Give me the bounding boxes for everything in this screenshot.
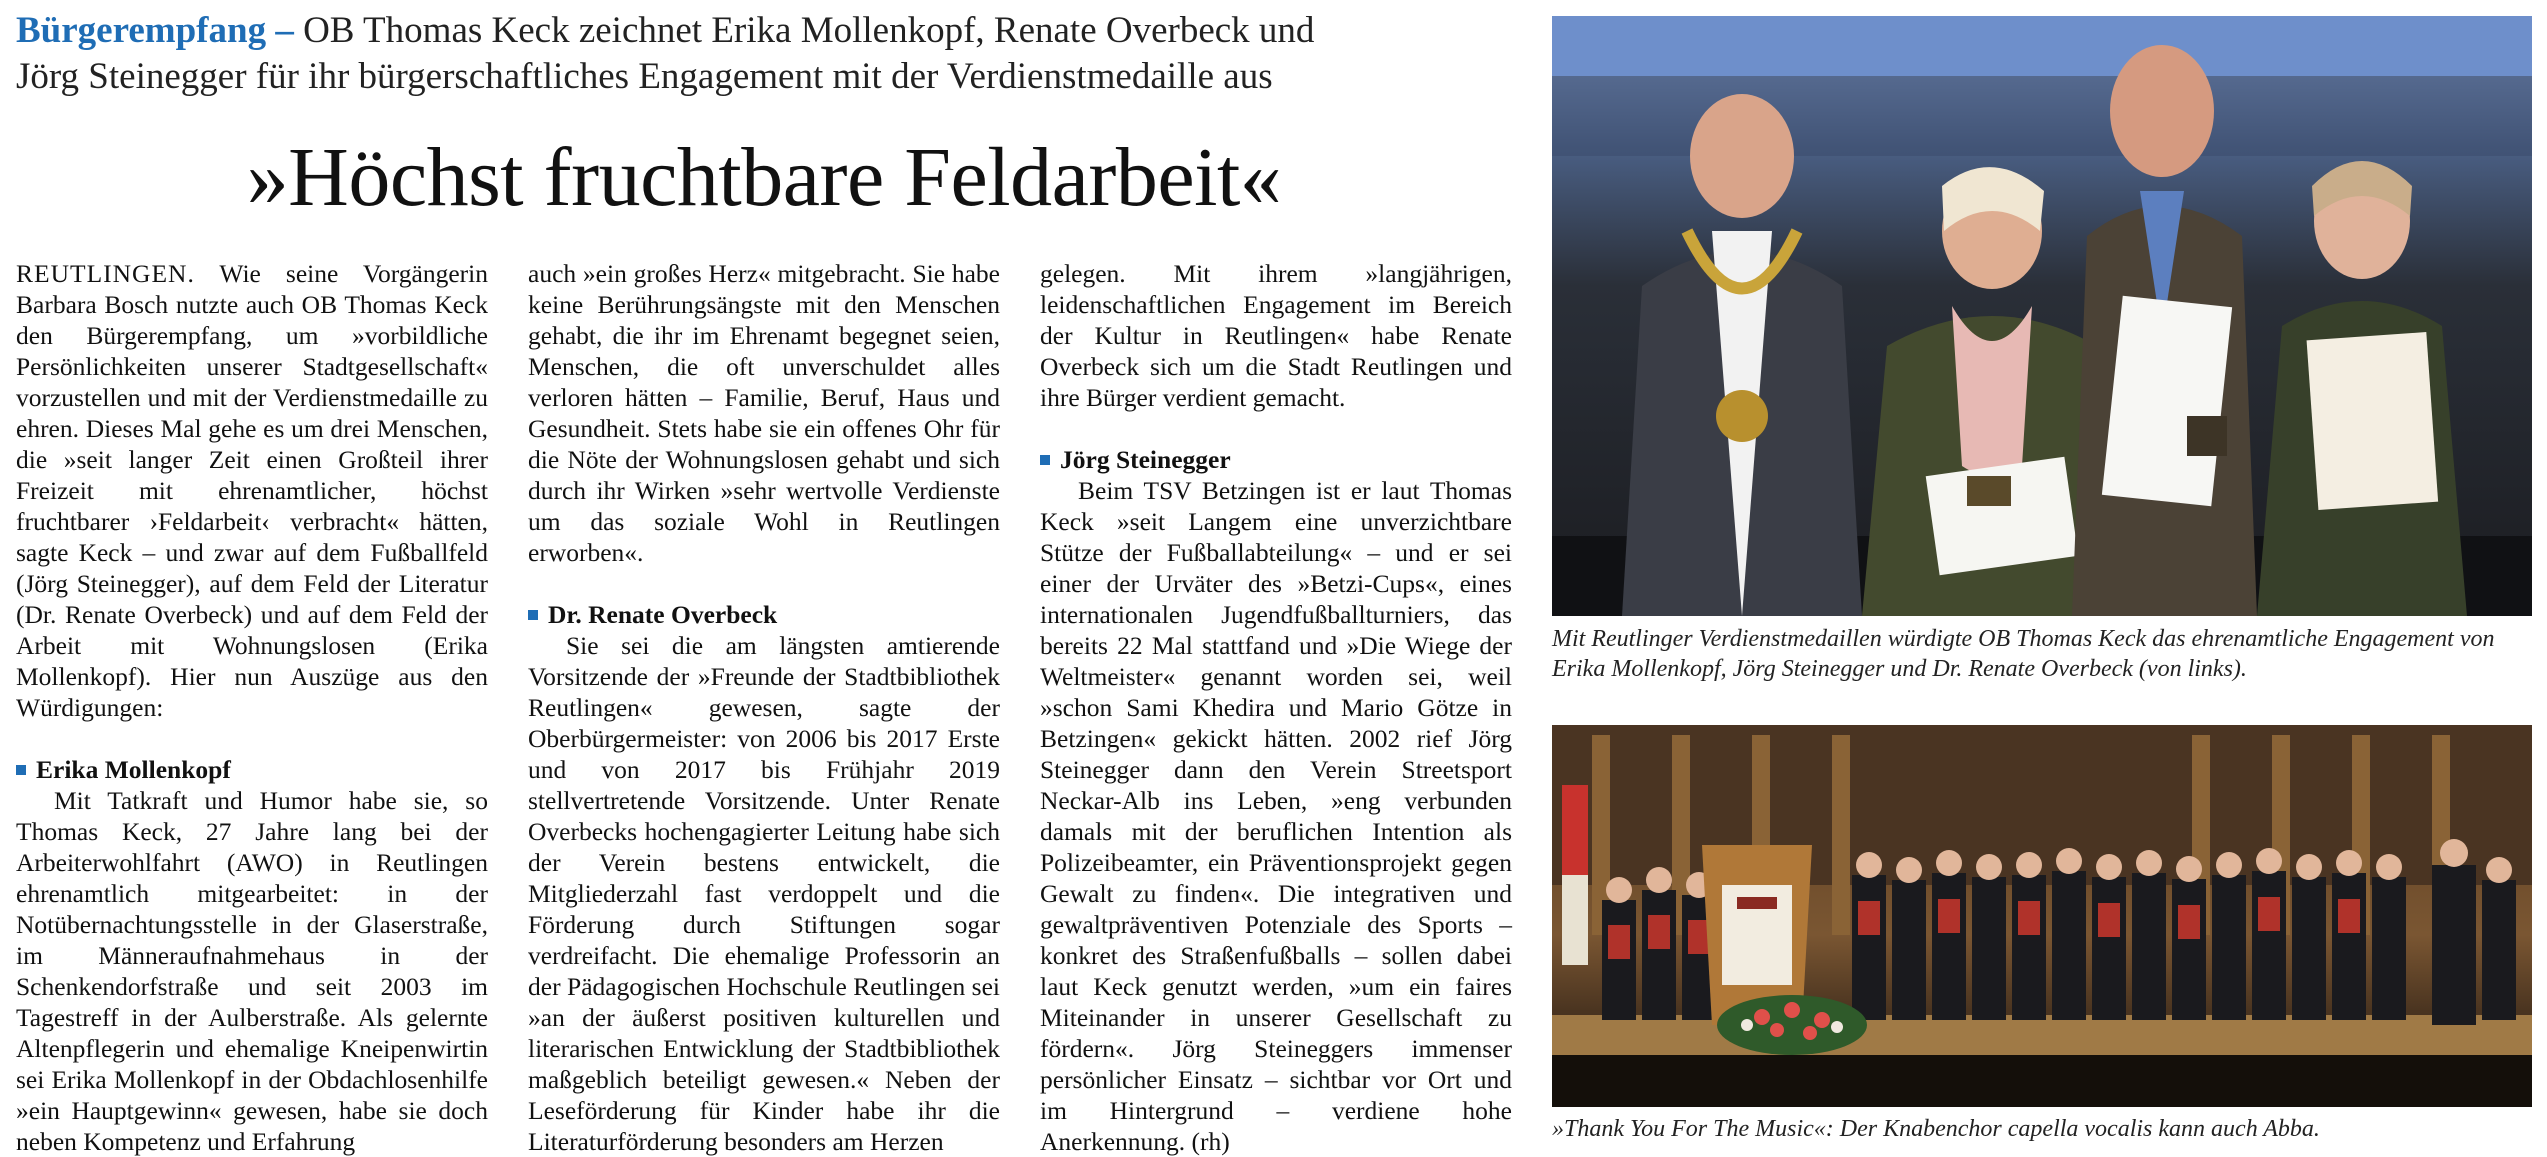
continuation-text-col2: auch »ein großes Herz« mitgebracht. Sie habe keine Berührungsängste mit den Menschen gehabt, die ihr im Ehrenamt begegnet seien, Menschen, die oft unverschuldet alles verloren hätten – Familie, Beruf, Haus und Gesundheit. Stets habe sie ein offenes Ohr für die Nöte der Wohnungslosen gehabt und sich durch ihr Wirken »sehr wertvolle Verdienste um das soziale Wohl in Reutlingen erworben«. [528,259,1000,567]
dateline: REUTLINGEN. [16,259,195,288]
section-head-mollenkopf: Erika Mollenkopf [16,754,488,785]
article-kicker [16,8,1506,100]
section-head-overbeck: Dr. Renate Overbeck [528,599,1000,630]
continuation-text-col3: gelegen. Mit ihrem »langjährigen, leidenschaftlichen Engagement im Bereich der Kultur in Reutlingen« habe Renate Overbeck sich um die Stadt Reutlingen und ihre Bürger verdient gemacht. [1040,259,1512,412]
photo-honorees [1552,16,2532,616]
text-column-1 [16,258,488,1157]
intro-text: Wie seine Vorgängerin Barbara Bosch nutzte auch OB Thomas Keck den Bürgerempfang, um »vorbildliche Persönlichkeiten unserer Stadtgesellschaft« vorzustellen und mit der Verdienstmedaille zu ehren. Dieses Mal gehe es um drei Menschen, die »seit langer Zeit einen Großteil ihrer Freizeit mit ehrenamtlicher, höchst fruchtbarer ›Feldarbeit‹ verbracht« hätten, sagte Keck – und zwar auf dem Fußballfeld (Jörg Steinegger), auf dem Feld der Literatur (Dr. Renate Overbeck) und auf dem Feld der Arbeit mit Wohnungslosen (Erika Mollenkopf). Hier nun Auszüge aus den Würdigungen: [16,259,488,722]
bullet-square-icon [528,610,538,620]
bullet-square-icon [16,765,26,775]
section-text-overbeck: Sie sei die am längsten amtierende Vorsitzende der »Freunde der Stadtbibliothek Reutlingen« gewesen, sagte der Oberbürgermeister: von 2006 bis 2017 Erste und von 2017 bis Frühjahr 2019 stellvertretende Vorsitzende. Unter Renate Overbecks hochengagierter Leitung habe sich der Verein bestens entwickelt, die Mitgliederzahl fast verdoppelt und die Förderung durch Stiftungen sogar verdreifacht. Die ehemalige Professorin an der Pädagogischen Hochschule Reutlingen sei »an der äußerst positiven kulturellen und literarischen Entwicklung der Stadtbibliothek maßgeblich beteiligt gewesen.« Neben der Leseförderung für Kinder habe ihr die Literaturförderung besonders am Herzen [528,631,1000,1156]
kicker-topic: Bürgerempfang – [16,10,294,51]
text-column-3 [1040,258,1512,1157]
text-column-2 [528,258,1000,1157]
photo-choir [1552,725,2532,1107]
photo-caption-2: »Thank You For The Music«: Der Knabenchor capella vocalis kann auch Abba. [1552,1116,2320,1142]
kicker-line-2: Jörg Steinegger für ihr bürgerschaftliches Engagement mit der Verdienstmedaille aus [16,56,1273,97]
section-head-steinegger: Jörg Steinegger [1040,444,1512,475]
section-text-steinegger: Beim TSV Betzingen ist er laut Thomas Keck »seit Langem eine unverzichtbare Stütze der Fußballabteilung« – und er sei einer der Urväter des »Betzi-Cups«, eines internationalen Jugendfußballturniers, das bereits 22 Mal stattfand und »Die Wiege der Weltmeister« genannt worden sei, weil »schon Sami Khedira und Mario Götze in Betzingen« gekickt hätten. 2002 rief Jörg Steinegger dann den Verein Streetsport Neckar-Alb ins Leben, »eng verbunden damals mit der beruflichen Intention als Polizeibeamter, ein Präventionsprojekt gegen Gewalt zu finden«. Die integrativen und gewaltpräventiven Potenziale des Sports – konkret des Straßenfußballs – sollen dabei laut Keck genutzt werden, »um ein faires Miteinander in unserer Gesellschaft zu fördern«. Jörg Steineggers immenser persönlicher Einsatz – sichtbar vor Ort und im Hintergrund – verdiene hohe Anerkennung. (rh) [1040,476,1512,1156]
kicker-line-1: OB Thomas Keck zeichnet Erika Mollenkopf, Renate Overbeck und [293,10,1315,51]
bullet-square-icon [1040,455,1050,465]
intro-paragraph [16,258,488,723]
section-text-mollenkopf: Mit Tatkraft und Humor habe sie, so Thomas Keck, 27 Jahre lang bei der Arbeiterwohlfahrt (AWO) in Reutlingen ehrenamtlich mitgearbeitet: in der Notübernachtungsstelle in der Glaserstraße, im Männeraufnahmehaus in der Schenkendorfstraße und seit 2003 im Tagestreff in der Aulberstraße. Als gelernte Altenpflegerin und ehemalige Kneipenwirtin sei Erika Mollenkopf in der Obdachlosenhilfe »ein Hauptgewinn« gewesen, habe sie doch neben Kompetenz und Erfahrung [16,786,488,1156]
article-headline: »Höchst fruchtbare Feldarbeit« [246,131,1282,224]
photo-caption-1: Mit Reutlinger Verdienstmedaillen würdigte OB Thomas Keck das ehrenamtliche Engagement von Erika Mollenkopf, Jörg Steinegger und Dr. Renate Overbeck (von links). [1552,626,2495,682]
